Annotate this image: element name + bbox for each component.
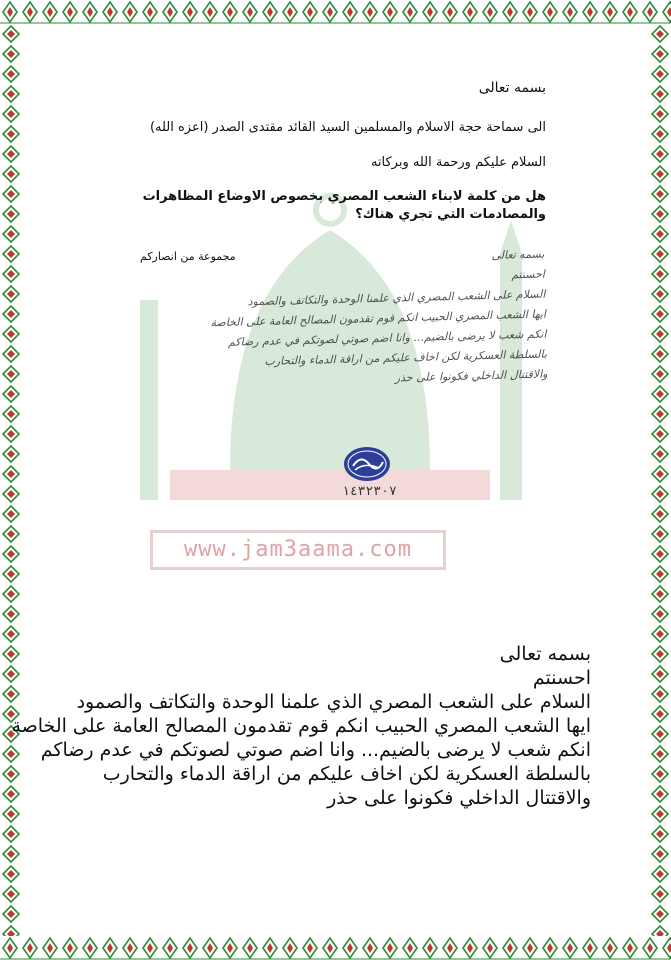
watermark-url: www.jam3aama.com bbox=[150, 530, 446, 570]
handwritten-line: بالسلطة العسكرية لكن اخاف عليكم من اراقة الدماء والتحارب bbox=[264, 347, 548, 368]
handwritten-line: احسنتم bbox=[511, 267, 546, 282]
right-ornament-border bbox=[649, 24, 671, 936]
handwritten-line: بسمه تعالى bbox=[491, 247, 545, 262]
handwritten-line: السلام على الشعب المصري الذي علمنا الوحدة والتكاتف والصمود bbox=[247, 287, 546, 309]
bottom-ornament-border bbox=[0, 936, 671, 960]
seal-number: ١٤٣٢٣٠٧ bbox=[342, 484, 397, 499]
transcription-line: السلام على الشعب المصري الذي علمنا الوحدة والتكاتف والصمود bbox=[76, 691, 591, 713]
official-seal-icon bbox=[343, 446, 391, 482]
letter-basmala: بسمه تعالى bbox=[478, 80, 546, 96]
top-ornament-border bbox=[0, 0, 671, 24]
letter-question: هل من كلمة لابناء الشعب المصري بخصوص الاوضاع المظاهرات والمصادمات التي تجري هناك؟ bbox=[142, 189, 546, 222]
letter-signature: مجموعة من انصاركم bbox=[140, 250, 236, 263]
transcription-line: بسمه تعالى bbox=[499, 643, 591, 665]
letter-address: الى سماحة حجة الاسلام والمسلمين السيد القائد مقتدى الصدر (اعزه الله) bbox=[149, 120, 546, 135]
transcription-line: احسنتم bbox=[532, 667, 591, 689]
transcription-line: انكم شعب لا يرضى بالضيم... وانا اضم صوتي لصوتكم في عدم رضاكم bbox=[40, 739, 591, 761]
handwritten-line: والاقتتال الداخلي فكونوا على حذر bbox=[394, 367, 548, 385]
transcription-line: بالسلطة العسكرية لكن اخاف عليكم من اراقة الدماء والتحارب bbox=[102, 763, 591, 785]
left-ornament-border bbox=[0, 24, 22, 936]
letter-greeting: السلام عليكم ورحمة الله وبركاته bbox=[370, 155, 546, 170]
handwritten-line: انكم شعب لا يرضى بالضيم... وانا اضم صوتي لصوتكم في عدم رضاكم bbox=[227, 327, 547, 349]
handwritten-reply bbox=[124, 245, 548, 396]
transcription-line: والاقتتال الداخلي فكونوا على حذر bbox=[327, 787, 591, 809]
handwritten-line: ايها الشعب المصري الحبيب انكم قوم تقدمون المصالح العامة على الخاصة bbox=[210, 307, 547, 330]
transcription-line: ايها الشعب المصري الحبيب انكم قوم تقدمون المصالح العامة على الخاصة bbox=[11, 715, 591, 737]
transcription bbox=[11, 642, 591, 810]
